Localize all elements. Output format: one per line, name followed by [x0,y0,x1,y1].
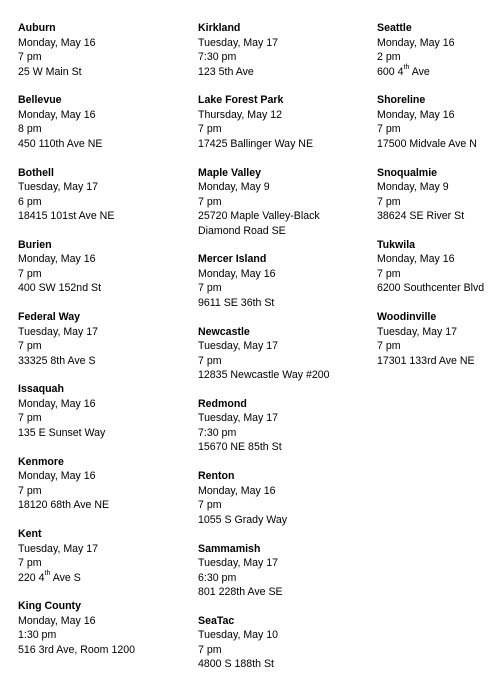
meeting-entry-auburn [18,21,135,79]
meeting-time: 7 pm [18,51,42,63]
meeting-time: 7 pm [377,267,401,280]
city-name: Federal Way [18,311,81,324]
address-rest: Ave [409,65,430,78]
city-name: Shoreline [377,94,426,107]
meeting-day: Tuesday, May 17 [198,36,279,49]
meeting-day: Monday, May 16 [377,253,455,266]
meeting-time: 7 pm [198,499,222,512]
meeting-time: 7 pm [18,340,42,353]
meeting-entry-burien [18,238,135,296]
meeting-address: 12835 Newcastle Way #200 [198,369,330,382]
city-name: Woodinville [377,311,437,324]
meeting-entry-kenmore [18,455,135,513]
city-name: Kent [18,528,42,541]
city-name: Bellevue [18,94,62,107]
meeting-time: 8 pm [18,123,42,136]
meeting-address [377,65,484,80]
city-name: Tukwila [377,238,416,251]
meeting-day: Monday, May 16 [198,267,276,280]
city-name: SeaTac [198,614,235,627]
city-name: Sammamish [198,542,261,555]
meeting-entry-bellevue [18,93,135,151]
meeting-day: Tuesday, May 17 [377,325,458,338]
meeting-address: 1055 S Grady Way [198,513,288,526]
meeting-day: Tuesday, May 17 [18,325,99,338]
meeting-entry-mercer-island [198,252,338,310]
meeting-entry-king-county [18,599,135,657]
city-name: Renton [198,470,235,483]
meeting-entry-renton [198,469,338,527]
meeting-entry-seattle [377,21,484,79]
meeting-entry-redmond [198,397,338,455]
meeting-address: 450 110th Ave NE [18,137,103,150]
meeting-time: 7 pm [377,123,401,136]
city-name: Seattle [377,22,412,34]
meeting-time: 6 pm [18,195,42,208]
meeting-day: Thursday, May 12 [198,108,282,121]
meeting-day: Monday, May 16 [18,470,96,483]
city-name: King County [18,600,81,613]
meeting-address: 25720 Maple Valley-Black Diamond Road SE [198,210,320,237]
meeting-day: Monday, May 9 [377,181,449,194]
meeting-day: Tuesday, May 17 [198,412,279,425]
meeting-day: Monday, May 16 [377,108,455,121]
meeting-entry-kent [18,527,135,585]
meeting-day: Tuesday, May 10 [198,629,279,642]
city-name: Newcastle [198,325,250,338]
meeting-time: 7 pm [18,412,42,425]
meeting-entry-snoqualmie [377,166,484,224]
meeting-time: 7 pm [18,267,42,280]
meeting-time: 1:30 pm [18,629,57,642]
column-3 [377,21,484,382]
meeting-day: Monday, May 9 [198,181,270,194]
city-name: Burien [18,238,52,251]
meeting-address: 38624 SE River St [377,210,465,223]
meeting-address: 18120 68th Ave NE [18,499,110,512]
meeting-entry-woodinville [377,310,484,368]
ordinal-suffix: th [403,63,410,71]
meeting-address: 400 SW 152nd St [18,282,102,295]
meeting-entry-sammamish [198,542,338,600]
city-name: Auburn [18,22,56,34]
meeting-time: 7:30 pm [198,51,237,63]
meeting-entry-bothell [18,166,135,224]
meeting-address: 801 228th Ave SE [198,586,283,599]
meeting-address: 6200 Southcenter Blvd [377,282,485,295]
city-name: Mercer Island [198,253,267,266]
meeting-address: 516 3rd Ave, Room 1200 [18,643,136,656]
city-name: Redmond [198,397,247,410]
meeting-day: Monday, May 16 [18,108,96,121]
meeting-day: Tuesday, May 17 [198,340,279,353]
meeting-time: 7 pm [198,354,222,367]
meeting-entry-issaquah [18,382,135,440]
meeting-entry-seatac [198,614,338,672]
meeting-time: 7 pm [198,282,222,295]
meeting-day: Monday, May 16 [18,397,96,410]
meeting-day: Tuesday, May 17 [18,542,99,555]
meeting-entry-lake-forest-park [198,93,338,151]
meeting-entry-federal-way [18,310,135,368]
meeting-address: 17301 133rd Ave NE [377,354,475,367]
meeting-entry-newcastle [198,325,338,383]
meeting-day: Tuesday, May 17 [198,557,279,570]
meeting-address: 15670 NE 85th St [198,441,282,454]
meeting-day: Monday, May 16 [198,484,276,497]
meeting-day: Tuesday, May 17 [18,181,99,194]
city-name: Kenmore [18,455,64,468]
city-name: Bothell [18,166,54,179]
meeting-time: 2 pm [377,51,401,63]
meeting-time: 7 pm [377,195,401,208]
meeting-address: 18415 101st Ave NE [18,210,115,223]
ordinal-suffix: th [44,570,51,578]
meeting-time: 7 pm [377,340,401,353]
meeting-address: 4800 S 188th St [198,658,274,671]
city-name: Lake Forest Park [198,94,284,107]
city-name: Issaquah [18,383,64,396]
meeting-time: 7 pm [18,484,42,497]
meeting-day: Monday, May 16 [377,36,455,49]
meeting-entry-tukwila [377,238,484,296]
meeting-address [18,571,135,586]
city-name: Kirkland [198,22,241,34]
meeting-address: 9611 SE 36th St [198,296,275,309]
meeting-time: 7 pm [18,557,42,570]
meeting-address: 17425 Ballinger Way NE [198,137,314,150]
city-name: Snoqualmie [377,166,438,179]
address-main: 220 4 [18,571,45,584]
meeting-time: 7:30 pm [198,426,237,439]
column-1 [18,21,135,672]
column-2 [198,21,338,686]
meeting-entry-shoreline [377,93,484,151]
meeting-day: Monday, May 16 [18,36,96,49]
meeting-address: 123 5th Ave [198,65,254,78]
meeting-time: 7 pm [198,643,222,656]
meeting-time: 7 pm [198,195,222,208]
meeting-time: 6:30 pm [198,571,237,584]
address-main: 600 4 [377,65,404,78]
meeting-entry-maple-valley [198,166,338,239]
meeting-address: 17500 Midvale Ave N [377,137,477,150]
city-name: Maple Valley [198,166,262,179]
meeting-entry-kirkland [198,21,338,79]
meeting-time: 7 pm [198,123,222,136]
meeting-day: Monday, May 16 [18,253,96,266]
meeting-address: 33325 8th Ave S [18,354,96,367]
meeting-day: Monday, May 16 [18,614,96,627]
address-rest: Ave S [50,571,81,584]
meeting-address: 135 E Sunset Way [18,426,106,439]
meeting-address: 25 W Main St [18,65,82,78]
